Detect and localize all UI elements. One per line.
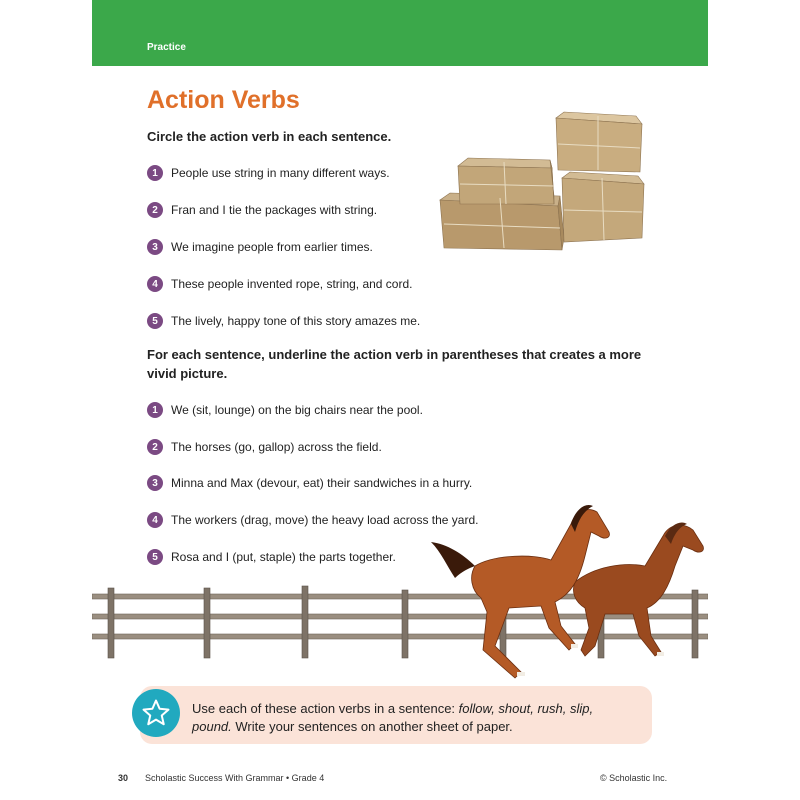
star-icon xyxy=(141,698,171,728)
section2-item xyxy=(147,548,396,566)
sentence-text: Rosa and I (put, staple) the parts together. xyxy=(171,550,396,564)
number-badge: 4 xyxy=(147,276,163,292)
star-badge xyxy=(132,689,180,737)
tip-verbs: follow, shout, rush, slip, xyxy=(458,701,594,716)
sentence-text: These people invented rope, string, and cord. xyxy=(171,277,413,291)
number-badge: 2 xyxy=(147,439,163,455)
number-badge: 4 xyxy=(147,512,163,528)
sentence-text: We (sit, lounge) on the big chairs near the pool. xyxy=(171,403,423,417)
tip-verbs-2: pound. xyxy=(192,719,232,734)
sentence-text: The horses (go, gallop) across the field. xyxy=(171,440,382,454)
sentence-text: Fran and I tie the packages with string. xyxy=(171,203,378,217)
sentence-text: People use string in many different ways. xyxy=(171,166,390,180)
section2-instruction-line2: vivid picture. xyxy=(147,366,228,381)
copyright: © Scholastic Inc. xyxy=(600,773,668,783)
sentence-text: We imagine people from earlier times. xyxy=(171,240,373,254)
header-bar xyxy=(92,0,708,66)
section1-item xyxy=(147,312,420,330)
section1-item xyxy=(147,201,377,219)
section1-instruction: Circle the action verb in each sentence. xyxy=(147,129,392,144)
number-badge: 1 xyxy=(147,165,163,181)
section2-item xyxy=(147,438,382,456)
section1-item xyxy=(147,164,390,182)
sentence-text: The lively, happy tone of this story amazes me. xyxy=(171,314,421,328)
number-badge: 5 xyxy=(147,549,163,565)
section2-item xyxy=(147,401,423,419)
section1-item xyxy=(147,275,413,293)
section2-item xyxy=(147,474,472,492)
number-badge: 2 xyxy=(147,202,163,218)
number-badge: 3 xyxy=(147,239,163,255)
sentence-text: The workers (drag, move) the heavy load across the yard. xyxy=(171,513,479,527)
tip-prefix: Use each of these action verbs in a sentence: xyxy=(192,701,459,716)
number-badge: 3 xyxy=(147,475,163,491)
section2-instruction-line1: For each sentence, underline the action verb in parentheses that creates a more xyxy=(147,347,642,362)
section2-instruction xyxy=(147,345,641,383)
book-title: Scholastic Success With Grammar • Grade 4 xyxy=(145,773,325,783)
number-badge: 5 xyxy=(147,313,163,329)
tip-suffix: Write your sentences on another sheet of paper. xyxy=(231,719,513,734)
section1-item xyxy=(147,238,373,256)
sentence-text: Minna and Max (devour, eat) their sandwiches in a hurry. xyxy=(171,476,473,490)
page-number: 30 xyxy=(118,773,129,783)
page-title: Action Verbs xyxy=(147,86,300,114)
number-badge: 1 xyxy=(147,402,163,418)
header-label: Practice xyxy=(147,42,186,53)
horses-illustration xyxy=(425,496,710,686)
packages-illustration xyxy=(438,108,648,258)
tip-text xyxy=(192,700,642,736)
